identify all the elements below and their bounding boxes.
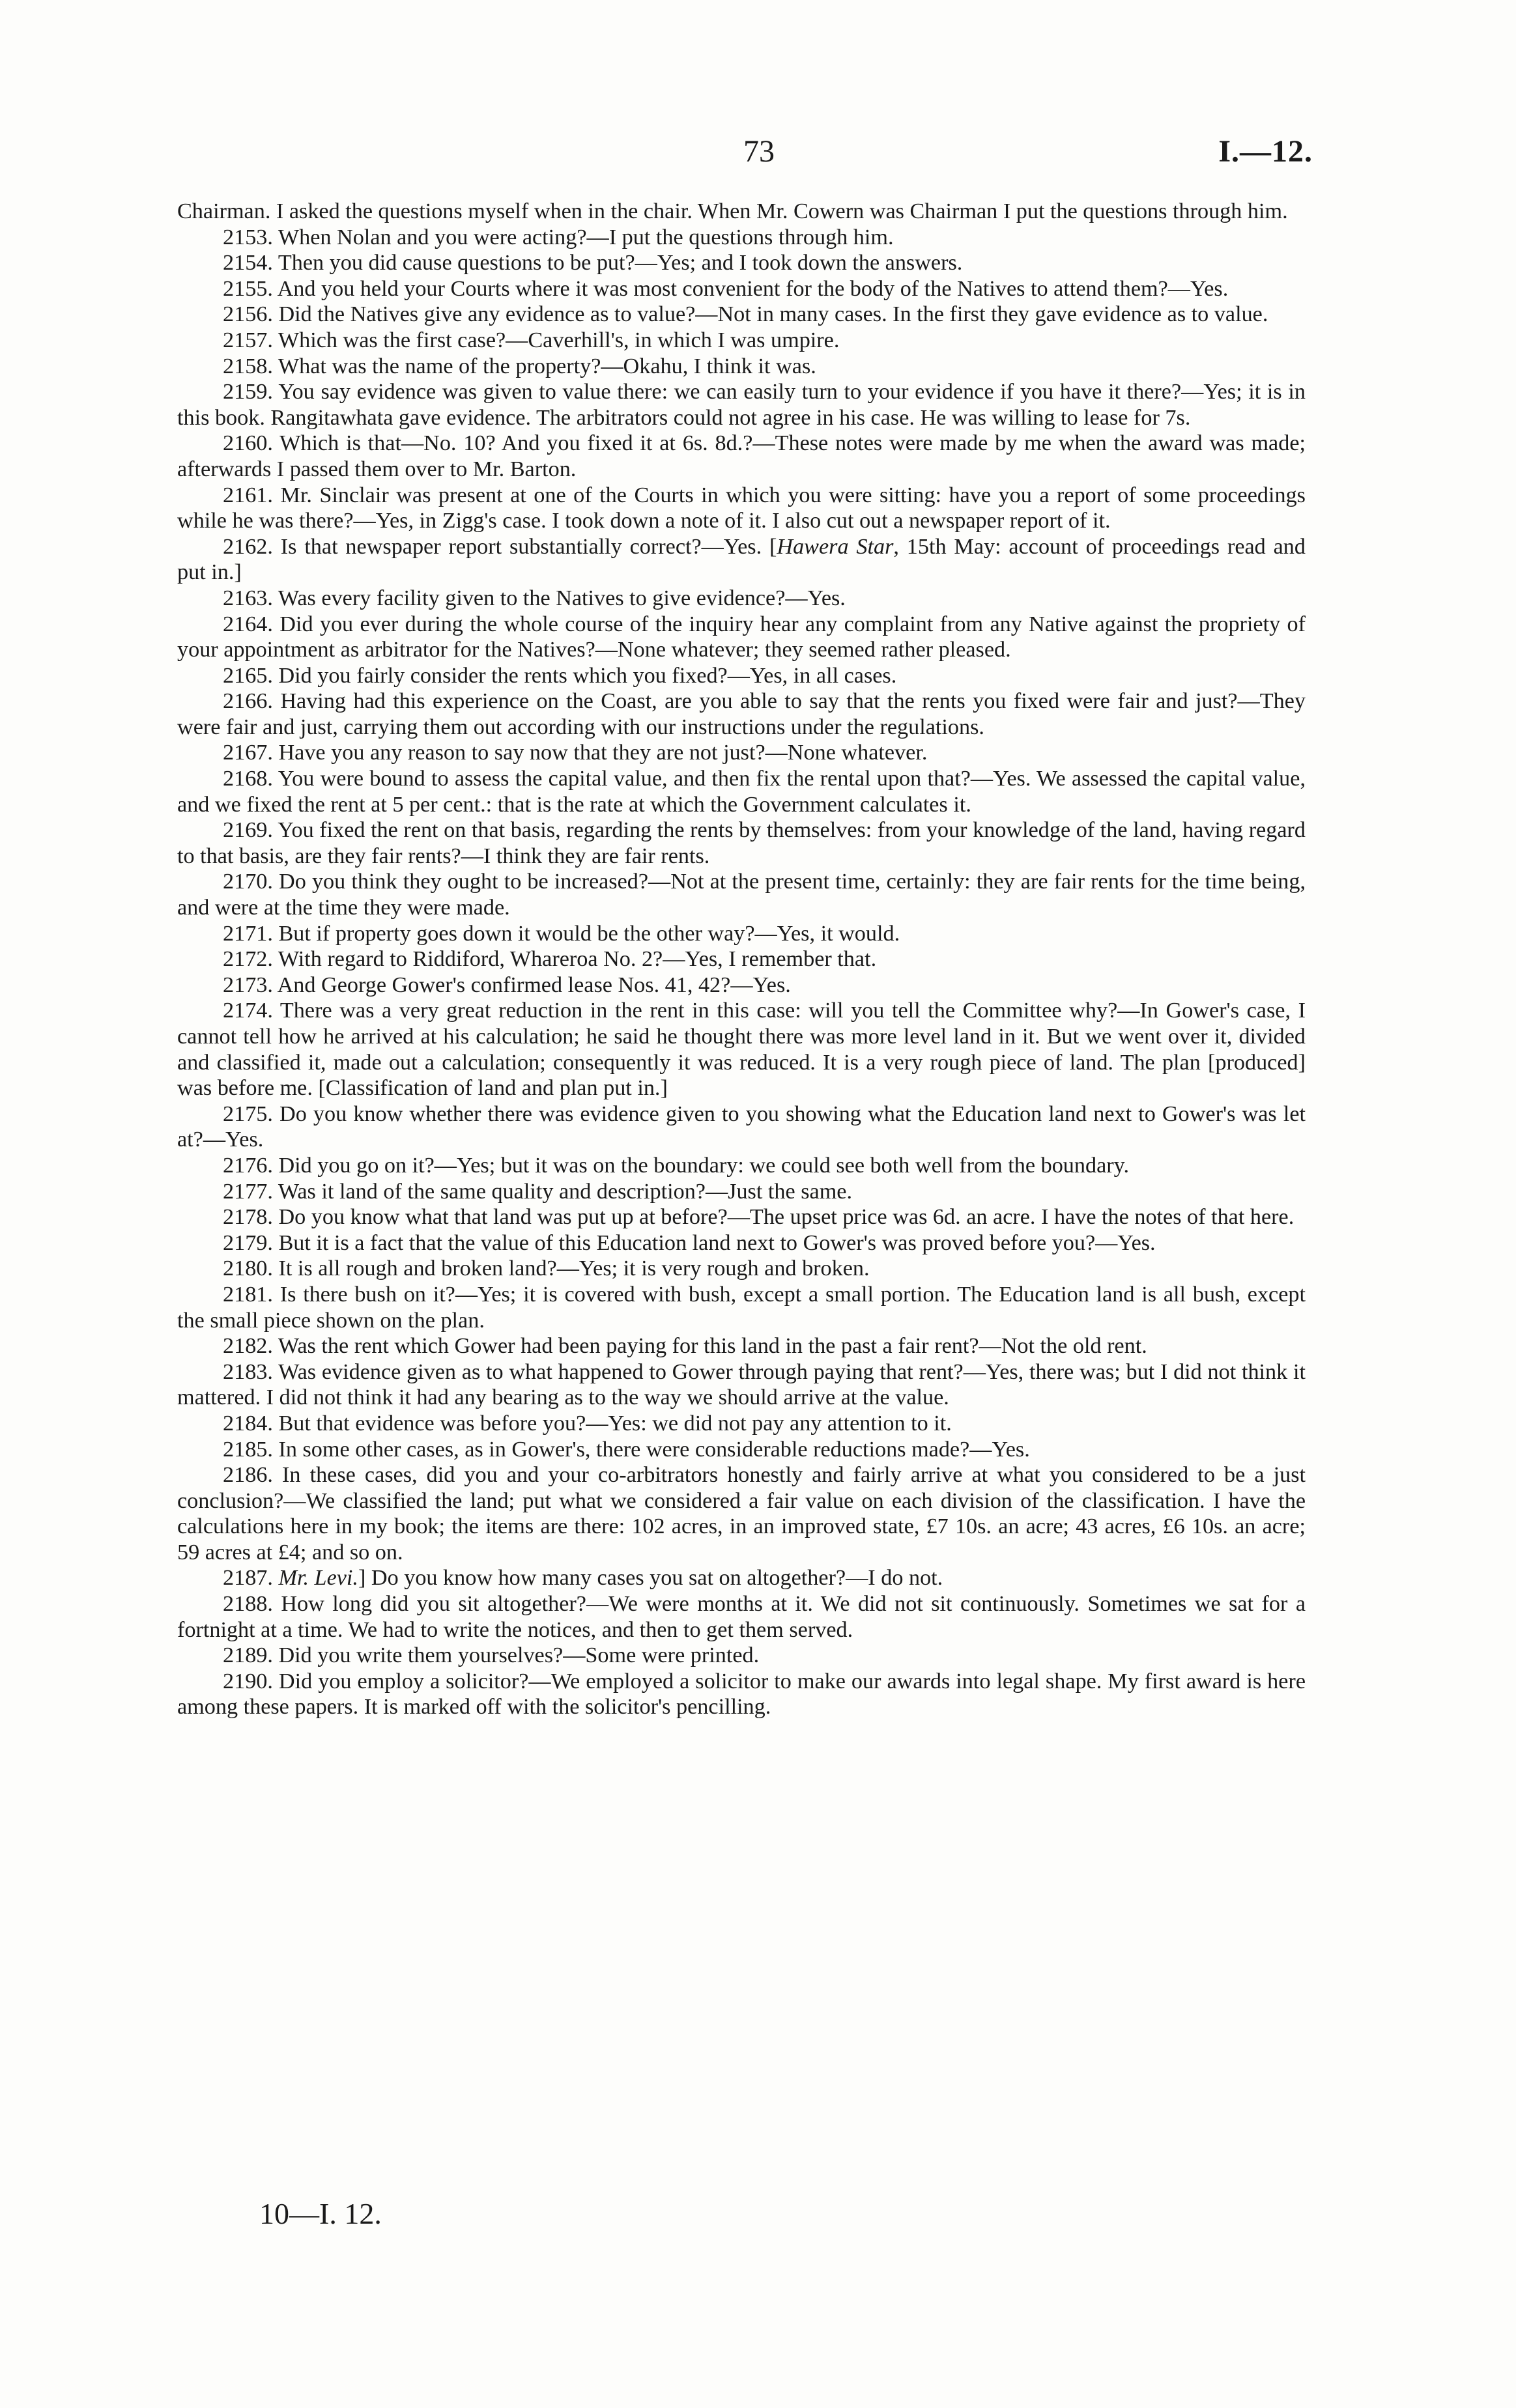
paragraph-question: 2158. What was the name of the property?—Okahu, I think it was. bbox=[223, 354, 816, 378]
paragraph-question: 2170. Do you think they ought to be increased?—Not at the present time, certainly: they are fair rents for the time being, and were at the time they were made. bbox=[177, 870, 1306, 920]
paragraph-question: 2190. Did you employ a solicitor?—We employed a solicitor to make our awards into legal shape. My first award is here among these papers. It is marked off with the solicitor's pencilling. bbox=[177, 1669, 1306, 1720]
paragraph-question: 2173. And George Gower's confirmed lease Nos. 41, 42?—Yes. bbox=[223, 972, 791, 997]
paragraph-question: 2169. You fixed the rent on that basis, regarding the rents by themselves: from your knowledge of the land, having regard to that basis, are they fair rents?—I think they are fair rents. bbox=[177, 818, 1306, 868]
paragraph-question: 2166. Having had this experience on the Coast, are you able to say that the rents you fixed were fair and just?—They were fair and just, carrying them out according with our instructions under the regulations. bbox=[177, 689, 1306, 739]
speaker-name: Mr. Levi. bbox=[278, 1566, 358, 1591]
paragraph-question: 2176. Did you go on it?—Yes; but it was on the boundary: we could see both well from the boundary. bbox=[223, 1153, 1130, 1178]
paragraph-question: 2181. Is there bush on it?—Yes; it is covered with bush, except a small portion. The Education land is all bush, except the small piece shown on the plan. bbox=[177, 1282, 1306, 1333]
paragraph-question: 2154. Then you did cause questions to be put?—Yes; and I took down the answers. bbox=[223, 251, 963, 276]
paragraph-question: 2157. Which was the first case?—Caverhill's, in which I was umpire. bbox=[223, 328, 840, 352]
paragraph-question: 2155. And you held your Courts where it was most convenient for the body of the Natives to attend them?—Yes. bbox=[223, 276, 1229, 301]
page-number: 73 bbox=[743, 134, 775, 169]
paragraph-question: 2160. Which is that—No. 10? And you fixed it at 6s. 8d.?—These notes were made by me when the award was made; afterwards I passed them over to Mr. Barton. bbox=[177, 431, 1306, 481]
paragraph-question: 2164. Did you ever during the whole course of the inquiry hear any complaint from any Native against the propriety of your appointment as arbitrator for the Natives?—None whatever; they seemed rather pleased. bbox=[177, 612, 1306, 662]
paragraph-question: 2175. Do you know whether there was evidence given to you showing what the Education land next to Gower's was let at?—Yes. bbox=[177, 1101, 1306, 1152]
footer-signature: 10—I. 12. bbox=[259, 2197, 382, 2230]
paragraph-question: 2174. There was a very great reduction in the rent in this case: will you tell the Committee why?—In Gower's case, I cannot tell how he arrived at his calculation; he said he thought there was more level land in it. But we went over it, divided and classified it, made out a calculation; consequently it was reduced. It is a very rough piece of land. The plan [produced] was before me. [Classification of land and plan put in.] bbox=[177, 999, 1306, 1101]
paragraph-question: 2185. In some other cases, as in Gower's, there were considerable reductions made?—Yes. bbox=[223, 1437, 1030, 1462]
paragraph-question: 2161. Mr. Sinclair was present at one of the Courts in which you were sitting: have you a report of some proceedings while he was there?—Yes, in Zigg's case. I took down a note of it. I also cut out a newspaper report of it. bbox=[177, 483, 1306, 533]
paragraph-question: 2189. Did you write them yourselves?—Some were printed. bbox=[223, 1643, 760, 1668]
body-text bbox=[177, 199, 1306, 1720]
paragraph-question: 2172. With regard to Riddiford, Whareroa No. 2?—Yes, I remember that. bbox=[223, 947, 877, 972]
paragraph-question: 2184. But that evidence was before you?—Yes: we did not pay any attention to it. bbox=[223, 1411, 952, 1436]
paragraph-question: 2183. Was evidence given as to what happened to Gower through paying that rent?—Yes, there was; but I did not think it mattered. I did not think it had any bearing as to the way we should arrive at the value. bbox=[177, 1359, 1306, 1410]
paragraph-text: 2162. Is that newspaper report substantially correct?—Yes. [ bbox=[223, 534, 777, 559]
paper-reference: I.—12. bbox=[1218, 134, 1313, 169]
paragraph-number: 2187. bbox=[223, 1566, 279, 1591]
paragraph-2187 bbox=[177, 1565, 1306, 1591]
paragraph-question: 2182. Was the rent which Gower had been paying for this land in the past a fair rent?—Not the old rent. bbox=[223, 1334, 1147, 1359]
paragraph-question: 2178. Do you know what that land was put up at before?—The upset price was 6d. an acre. I have the notes of that here. bbox=[223, 1205, 1294, 1230]
paragraph-question: 2177. Was it land of the same quality and description?—Just the same. bbox=[223, 1179, 853, 1204]
paragraph-question: 2153. When Nolan and you were acting?—I put the questions through him. bbox=[223, 225, 894, 249]
paragraph-question: 2171. But if property goes down it would be the other way?—Yes, it would. bbox=[223, 921, 900, 946]
paragraph-continued: Chairman. I asked the questions myself when in the chair. When Mr. Cowern was Chairman I put the questions through him. bbox=[177, 199, 1288, 223]
paragraph-question: 2180. It is all rough and broken land?—Yes; it is very rough and broken. bbox=[223, 1256, 870, 1281]
paragraph-text: , 15th May: account of proceedings read and put in.] bbox=[177, 534, 1306, 585]
newspaper-title: Hawera Star bbox=[777, 534, 894, 559]
paragraph-question: 2165. Did you fairly consider the rents which you fixed?—Yes, in all cases. bbox=[223, 663, 897, 688]
paragraph-question: 2156. Did the Natives give any evidence as to value?—Not in many cases. In the first they gave evidence as to value. bbox=[223, 302, 1268, 327]
paragraph-question: 2168. You were bound to assess the capital value, and then fix the rental upon that?—Yes. We assessed the capital value, and we fixed the rent at 5 per cent.: that is the rate at which the Government calculates it. bbox=[177, 767, 1306, 817]
paragraph-text: ] Do you know how many cases you sat on altogether?—I do not. bbox=[358, 1566, 943, 1591]
paragraph-question: 2186. In these cases, did you and your co-arbitrators honestly and fairly arrive at what you considered to be a just conclusion?—We classified the land; put what we considered a fair value on each division of the classification. I have the calculations here in my book; the items are there: 102 acres, in an improved state, £7 10s. an acre; 43 acres, £6 10s. an acre; 59 acres at £4; and so on. bbox=[177, 1463, 1306, 1565]
paragraph-question: 2188. How long did you sit altogether?—We were months at it. We did not sit continuously. Sometimes we sat for a fortnight at a time. We had to write the notices, and then to get them served. bbox=[177, 1592, 1306, 1642]
paragraph-question: 2159. You say evidence was given to value there: we can easily turn to your evidence if you have it there?—Yes; it is in this book. Rangitawhata gave evidence. The arbitrators could not agree in his case. He was willing to lease for 7s. bbox=[177, 380, 1306, 430]
paragraph-question: 2167. Have you any reason to say now that they are not just?—None whatever. bbox=[223, 741, 928, 765]
paragraph-question: 2179. But it is a fact that the value of this Education land next to Gower's was proved before you?—Yes. bbox=[223, 1230, 1156, 1255]
paragraph-question: 2163. Was every facility given to the Natives to give evidence?—Yes. bbox=[223, 586, 846, 610]
paragraph-2162 bbox=[177, 534, 1306, 586]
